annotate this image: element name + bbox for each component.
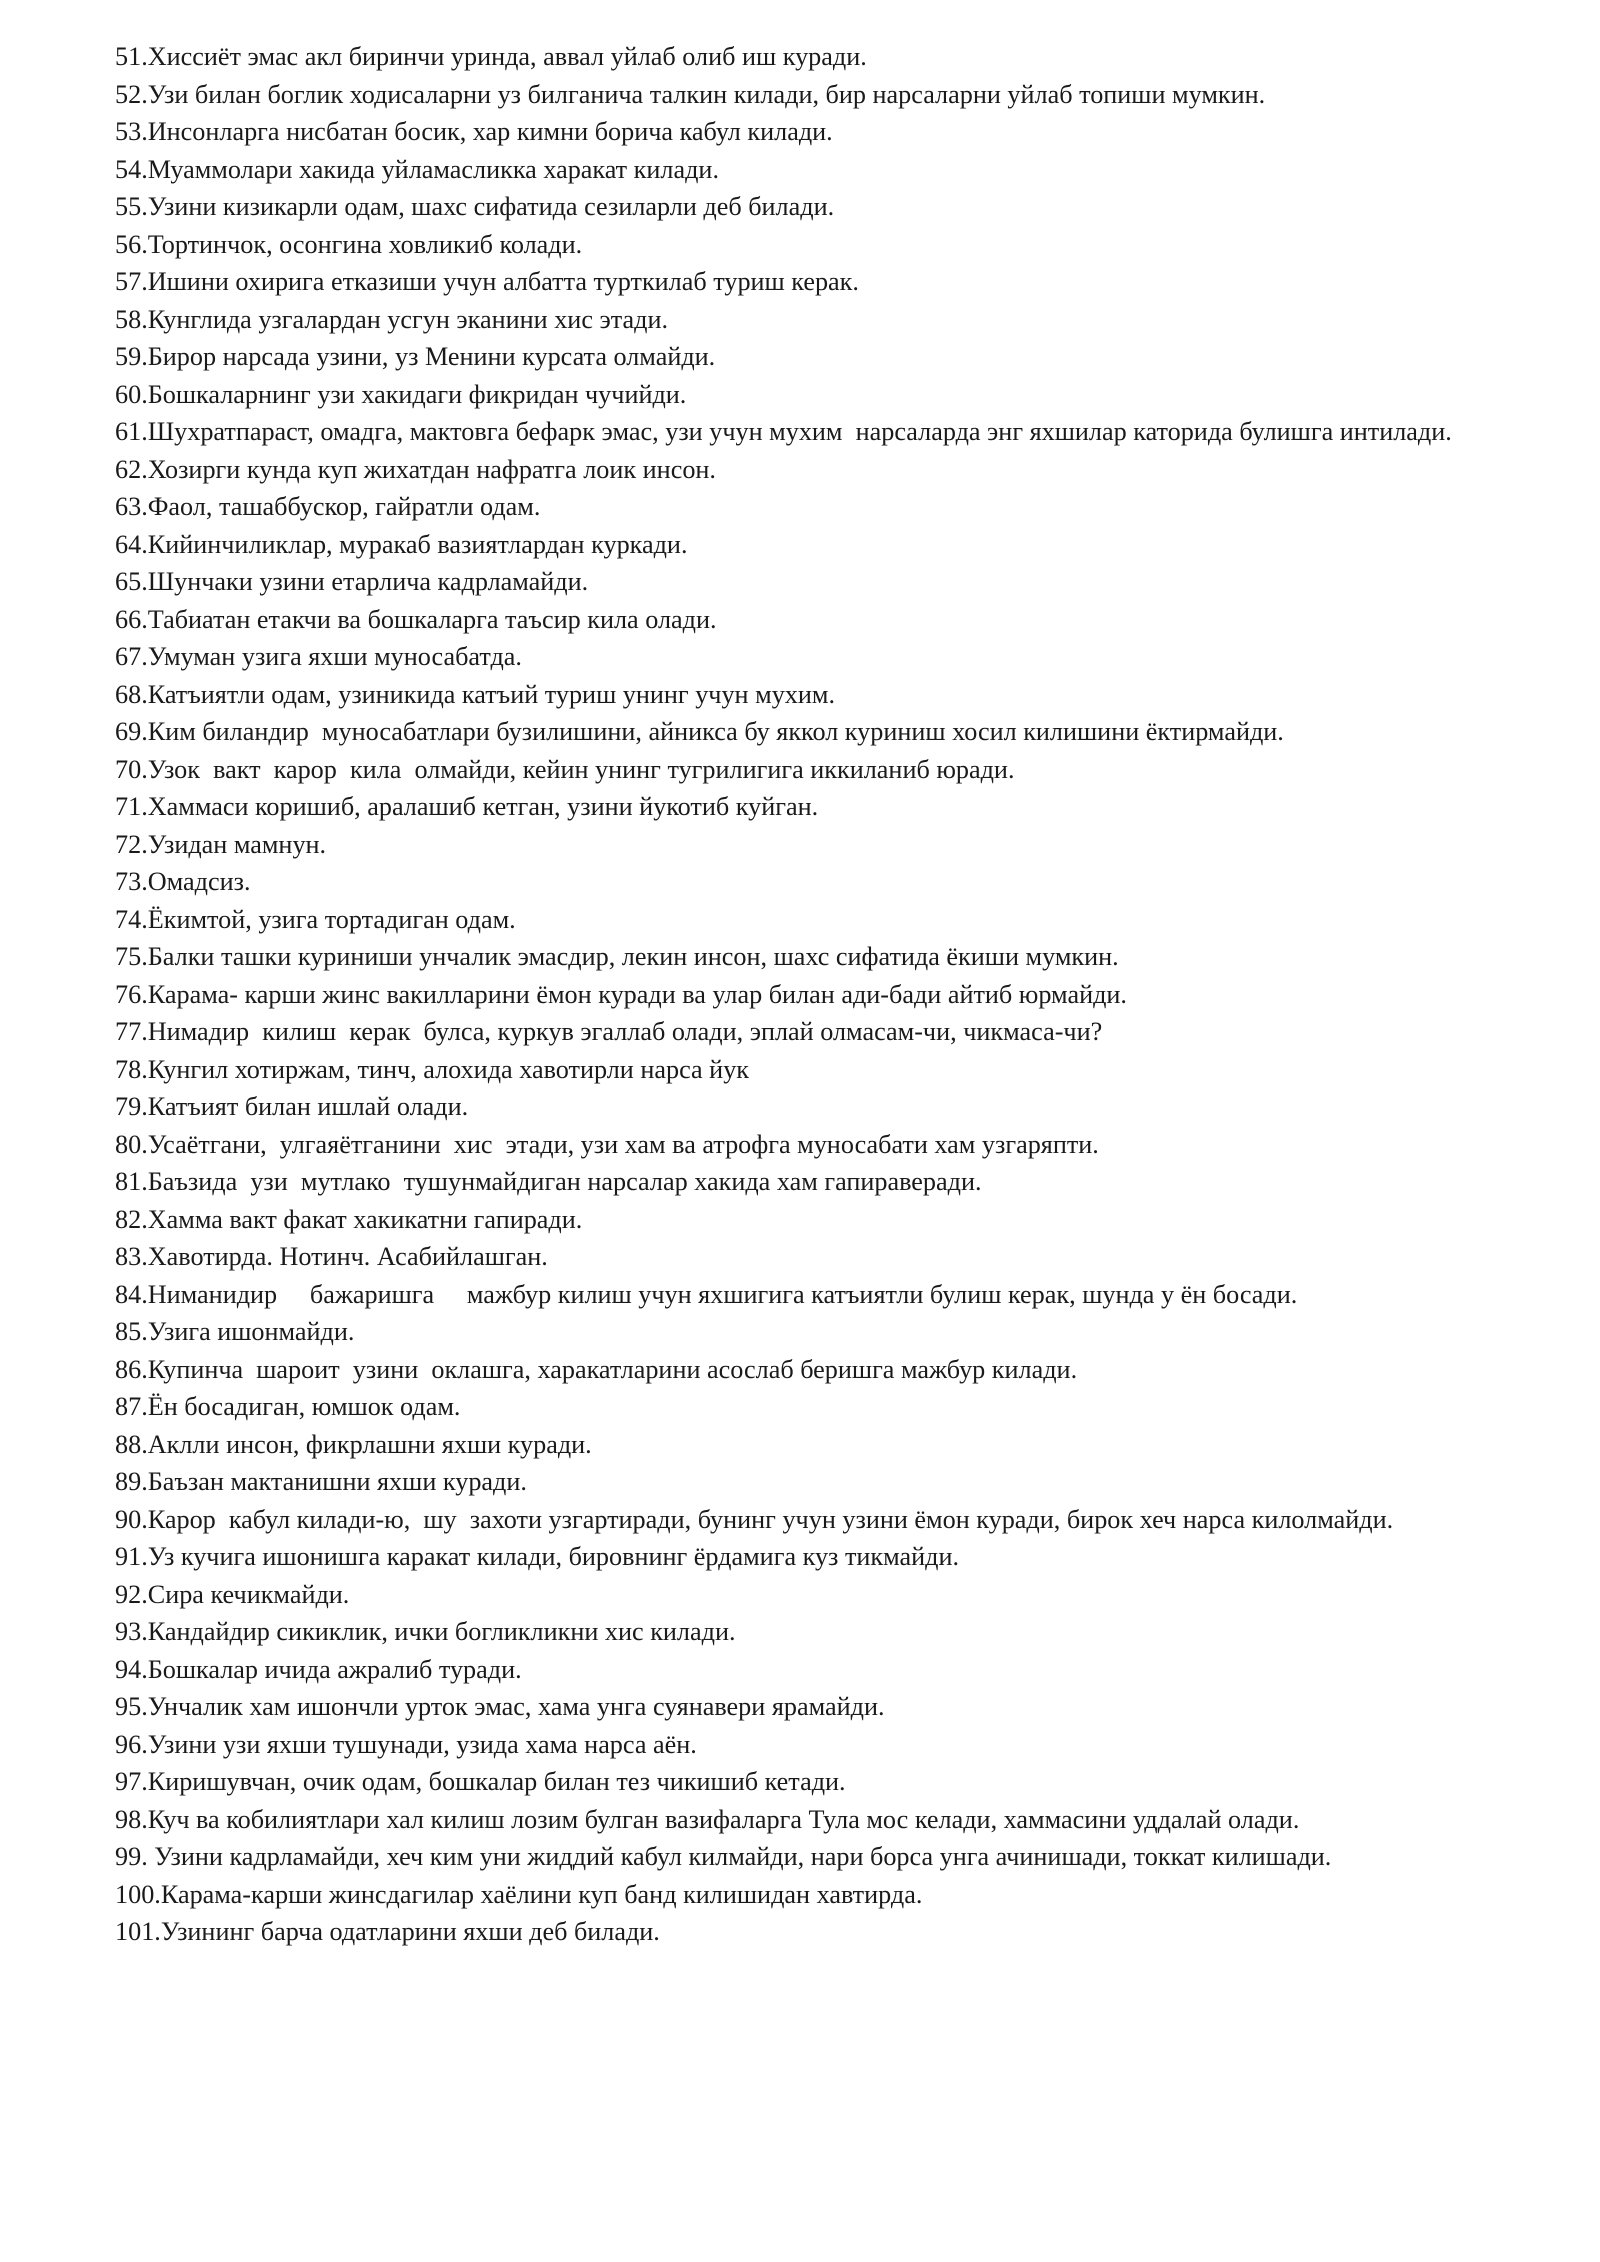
questionnaire-list bbox=[115, 38, 1533, 1951]
list-item: 88.Аклли инсон, фикрлашни яхши куради. bbox=[115, 1429, 592, 1459]
list-item: 70.Узок вакт карор кила олмайди, кейин унинг тугрилигига иккиланиб юради. bbox=[115, 754, 1015, 784]
list-item: 62.Хозирги кунда куп жихатдан нафратга лоик инсон. bbox=[115, 454, 716, 484]
list-item: 67.Умуман узига яхши муносабатда. bbox=[115, 642, 522, 671]
list-item: 79.Катъият билан ишлай олади. bbox=[115, 1092, 469, 1121]
list-item: 75.Балки ташки куриниши унчалик эмасдир, лекин инсон, шахс сифатида ёкиши мумкин. bbox=[115, 942, 1119, 971]
list-item: 85.Узига ишонмайди. bbox=[115, 1317, 355, 1346]
list-item: 95.Унчалик хам ишончли урток эмас, хама унга суянавери ярамайди. bbox=[115, 1692, 885, 1721]
list-item: 80.Усаётгани, улгаяётганини хис этади, узи хам ва атрофга муносабати хам узгаряпти. bbox=[115, 1129, 1099, 1159]
list-item: 61.Шухратпараст, омадга, мактовга бефарк эмас, узи учун мухим нарсаларда энг яхшилар каторида булишга интилади. bbox=[115, 417, 1452, 446]
list-item: 90.Карор кабул килади-ю, шу захоти узгартиради, бунинг учун узини ёмон куради, бирок хеч нарса килолмайди. bbox=[115, 1504, 1394, 1534]
list-item: 92.Сира кечикмайди. bbox=[115, 1579, 350, 1609]
list-item: 63.Фаол, ташаббускор, гайратли одам. bbox=[115, 492, 541, 521]
list-item: 98.Куч ва кобилиятлари хал килиш лозим булган вазифаларга Тула мос келади, хаммасини уддалай олади. bbox=[115, 1804, 1300, 1834]
list-item: 81.Баъзида узи мутлако тушунмайдиган нарсалар хакида хам гапираверади. bbox=[115, 1167, 982, 1196]
list-item: 86.Купинча шароит узини оклашга, харакатларини асослаб беришга мажбур килади. bbox=[115, 1354, 1078, 1384]
list-item: 53.Инсонларга нисбатан босик, хар кимни боричa кабул килади. bbox=[115, 117, 833, 146]
list-item: 83.Хавотирда. Нотинч. Асабийлашган. bbox=[115, 1242, 548, 1271]
list-item: 54.Муаммолари хакида уйламасликка харакат килади. bbox=[115, 154, 719, 184]
list-item: 74.Ёкимтой, узига тортадиган одам. bbox=[115, 904, 516, 934]
list-item: 84.Ниманидир бажаришга мажбур килиш учун яхшигига катъиятли булиш керак, шунда у ён босади. bbox=[115, 1279, 1298, 1309]
list-item: 71.Хаммаси коришиб, аралашиб кетган, узини йукотиб куйган. bbox=[115, 792, 819, 821]
list-item: 87.Ён босадиган, юмшок одам. bbox=[115, 1392, 461, 1421]
list-item: 69.Ким биландир муносабатлари бузилишини, айникса бу яккол куриниш хосил килишини ёктирмайди. bbox=[115, 717, 1284, 746]
list-item: 91.Уз кучига ишонишга каракат килади, бировнинг ёрдамига куз тикмайди. bbox=[115, 1542, 960, 1571]
list-item: 51.Хиссиёт эмас акл биринчи уринда, аввал уйлаб олиб иш куради. bbox=[115, 42, 867, 71]
list-item: 99. Узини кадрламайди, хеч ким уни жиддий кабул килмайди, нари борса унга ачинишади, токкат килишади. bbox=[115, 1842, 1332, 1871]
list-item: 64.Кийинчиликлар, муракаб вазиятлардан куркади. bbox=[115, 529, 688, 559]
list-item: 73.Омадсиз. bbox=[115, 867, 251, 896]
list-item: 77.Нимадир килиш керак булса, куркув эгаллаб олади, эплай олмасам-чи, чикмаса-чи? bbox=[115, 1017, 1103, 1046]
list-item: 66.Табиатан етакчи ва бошкаларга таъсир кила олади. bbox=[115, 604, 717, 634]
list-item: 59.Бирор нарсада узини, уз Менини курсата олмайди. bbox=[115, 342, 716, 371]
list-item: 55.Узини кизикарли одам, шахс сифатида сезиларли деб билади. bbox=[115, 192, 835, 221]
list-item: 68.Катъиятли одам, узиникида катъий туриш унинг учун мухим. bbox=[115, 679, 836, 709]
list-item: 101.Узининг барча одатларини яхши деб билади. bbox=[115, 1917, 660, 1946]
list-item: 100.Карама-карши жинсдагилар хаёлини куп банд килишидан хавтирда. bbox=[115, 1879, 923, 1909]
list-item: 65.Шунчаки узини етарлича кадрламайди. bbox=[115, 567, 589, 596]
list-item: 52.Узи билан боглик ходисаларни уз билганича талкин килади, бир нарсаларни уйлаб топиши мумкин. bbox=[115, 79, 1266, 109]
list-item: 78.Кунгил хотиржам, тинч, алохида хавотирли нарса йук bbox=[115, 1054, 750, 1084]
list-item: 58.Кунглида узгалардан усгун эканини хис этади. bbox=[115, 304, 669, 334]
list-item: 96.Узини узи яхши тушунади, узида хама нарса аён. bbox=[115, 1729, 697, 1759]
list-item: 76.Карама- карши жинс вакилларини ёмон куради ва улар билан ади-бади айтиб юрмайди. bbox=[115, 979, 1127, 1009]
list-item: 89.Баъзан мактанишни яхши куради. bbox=[115, 1467, 527, 1496]
list-item: 82.Хамма вакт факат хакикатни гапиради. bbox=[115, 1204, 583, 1234]
list-item: 94.Бошкалар ичида ажралиб туради. bbox=[115, 1654, 522, 1684]
list-item: 57.Ишини охирига етказиши учун албатта турткилаб туриш керак. bbox=[115, 267, 859, 296]
list-item: 56.Тортинчок, осонгина ховликиб колади. bbox=[115, 229, 583, 259]
list-item: 93.Кандайдир сикиклик, ички богликликни хис килади. bbox=[115, 1617, 736, 1646]
list-item: 60.Бошкаларнинг узи хакидаги фикридан чучийди. bbox=[115, 379, 687, 409]
list-item: 72.Узидан мамнун. bbox=[115, 829, 327, 859]
list-item: 97.Киришувчан, очик одам, бошкалар билан тез чикишиб кетади. bbox=[115, 1767, 846, 1796]
